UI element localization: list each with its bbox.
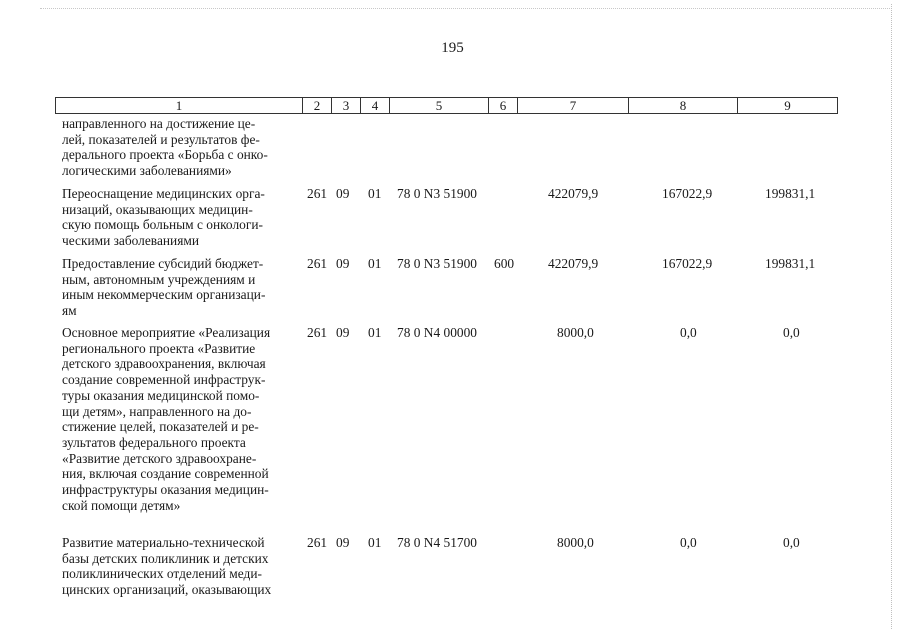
cell-amount-2: 167022,9	[662, 256, 713, 271]
cell-amount-2: 0,0	[680, 535, 697, 550]
row-description	[62, 325, 300, 513]
text-line: создание современной инфраструк-	[62, 372, 266, 388]
text-line: детского здравоохранения, включая	[62, 356, 266, 372]
row-description	[62, 256, 300, 319]
cell-target-code: 78 0 N4 00000	[397, 325, 477, 340]
text-line: логическими заболеваниями»	[62, 163, 232, 179]
header-col-2: 2	[302, 98, 331, 113]
cell-amount-1: 8000,0	[557, 325, 594, 340]
cell-amount-1: 8000,0	[557, 535, 594, 550]
text-line: Предоставление субсидий бюджет-	[62, 256, 264, 271]
cell-ministry-code: 261	[307, 325, 328, 340]
row-description	[62, 186, 300, 249]
cell-section: 09	[336, 256, 350, 271]
cell-section: 09	[336, 325, 350, 340]
text-line: цинских организаций, оказывающих	[62, 582, 272, 598]
text-line: туры оказания медицинской помо-	[62, 387, 260, 403]
cell-amount-3: 0,0	[783, 325, 800, 340]
cell-amount-3: 0,0	[783, 535, 800, 550]
cell-subsection: 01	[368, 535, 382, 550]
text-line: поликлинических отделений меди-	[62, 566, 262, 582]
text-line: дерального проекта «Борьба с онко-	[62, 147, 268, 163]
cell-section: 09	[336, 186, 350, 201]
text-line: щи детям», направленного на до-	[62, 403, 252, 419]
text-line: ской помощи детям»	[62, 497, 181, 513]
cell-amount-2: 167022,9	[662, 186, 713, 201]
scan-edge-top	[40, 8, 890, 9]
text-line: ным, автономным учреждениям и	[62, 271, 256, 287]
cell-target-code: 78 0 N3 51900	[397, 256, 477, 271]
text-line: Переоснащение медицинских орга-	[62, 186, 265, 201]
cell-expense-type: 600	[494, 256, 515, 271]
text-line: иным некоммерческим организаци-	[62, 287, 266, 303]
cell-ministry-code: 261	[307, 535, 328, 550]
cell-subsection: 01	[368, 256, 382, 271]
cell-amount-3: 199831,1	[765, 256, 816, 271]
cell-ministry-code: 261	[307, 256, 328, 271]
cell-amount-3: 199831,1	[765, 186, 816, 201]
text-line: инфраструктуры оказания медицин-	[62, 482, 269, 498]
cell-amount-2: 0,0	[680, 325, 697, 340]
cell-ministry-code: 261	[307, 186, 328, 201]
cell-target-code: 78 0 N4 51700	[397, 535, 477, 550]
text-line: скую помощь больным с онкологи-	[62, 217, 263, 233]
header-col-1: 1	[175, 98, 183, 113]
cell-amount-1: 422079,9	[548, 256, 599, 271]
header-col-6: 6	[488, 98, 517, 113]
text-line: низаций, оказывающих медицин-	[62, 201, 253, 217]
continuation-text	[62, 116, 300, 179]
scan-edge-right	[891, 4, 892, 629]
text-line: ческими заболеваниями	[62, 233, 200, 249]
cell-amount-1: 422079,9	[548, 186, 599, 201]
text-line: зультатов федерального проекта	[62, 434, 246, 450]
text-line: Развитие материально-технической	[62, 535, 265, 550]
header-col-7: 7	[517, 98, 628, 113]
text-line: стижение целей, показателей и ре-	[62, 419, 259, 435]
header-col-8: 8	[628, 98, 737, 113]
header-col-4: 4	[360, 98, 389, 113]
text-line: лей, показателей и результатов фе-	[62, 131, 260, 147]
text-line: регионального проекта «Развитие	[62, 340, 256, 356]
header-col-9: 9	[737, 98, 837, 113]
row-description	[62, 535, 300, 598]
cell-subsection: 01	[368, 186, 382, 201]
page-number: 195	[441, 40, 464, 56]
header-col-3: 3	[331, 98, 360, 113]
cell-target-code: 78 0 N3 51900	[397, 186, 477, 201]
text-line: «Развитие детского здравоохране-	[62, 450, 257, 466]
text-line: Основное мероприятие «Реализация	[62, 325, 271, 340]
cell-section: 09	[336, 535, 350, 550]
text-line: направленного на достижение це-	[62, 116, 256, 131]
table-header	[55, 97, 838, 114]
cell-subsection: 01	[368, 325, 382, 340]
text-line: базы детских поликлиник и детских	[62, 550, 269, 566]
header-col-5: 5	[389, 98, 488, 113]
text-line: ния, включая создание современной	[62, 466, 269, 482]
text-line: ям	[62, 303, 77, 319]
